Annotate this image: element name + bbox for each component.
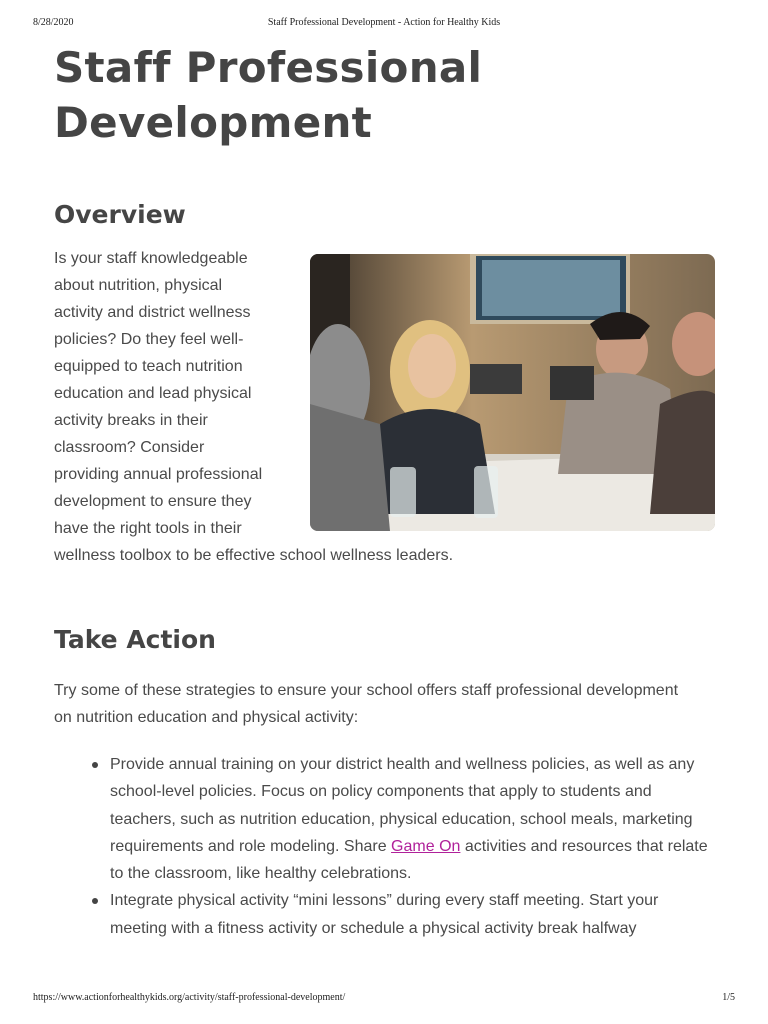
overview-line: about nutrition, physical <box>54 277 223 294</box>
take-action-heading: Take Action <box>54 625 216 654</box>
list-item: Integrate physical activity “mini lessons” during every staff meeting. Start your meeting with a fitness activity or schedule a physical activity break halfway <box>110 887 716 942</box>
overview-line: wellness toolbox to be effective school wellness leaders. <box>54 547 454 564</box>
overview-heading: Overview <box>54 200 186 229</box>
print-date: 8/28/2020 <box>33 17 74 28</box>
overview-line: activity and district wellness <box>54 304 251 321</box>
overview-paragraph <box>54 245 654 569</box>
overview-line: equipped to teach nutrition <box>54 358 243 375</box>
print-page-number: 1/5 <box>722 992 735 1003</box>
print-page-title: Staff Professional Development - Action for Healthy Kids <box>267 17 501 28</box>
overview-line: providing annual professional <box>54 466 263 483</box>
list-item: Provide annual training on your district health and wellness policies, as well as any school-level policies. Focus on policy components that apply to students and teachers, such as nutrition education, physical education, school meals, marketing requirements and role modeling. Share Game On activities and resources that relate to the classroom, like healthy celebrations. <box>110 751 716 887</box>
overview-line: activity breaks in their <box>54 412 208 429</box>
overview-line: Is your staff knowledgeable <box>54 250 248 267</box>
page-title: Staff Professional Development <box>54 43 483 147</box>
article <box>54 40 716 937</box>
game-on-link[interactable]: Game On <box>391 837 461 855</box>
overview-line: education and lead physical <box>54 385 252 402</box>
take-action-intro: Try some of these strategies to ensure your school offers staff professional development on nutrition education and physical activity: <box>54 682 679 726</box>
overview-line: have the right tools in their <box>54 520 242 537</box>
overview-line: classroom? Consider <box>54 439 205 456</box>
strategy-list <box>54 751 716 942</box>
print-url: https://www.actionforhealthykids.org/activity/staff-professional-development/ <box>33 992 346 1003</box>
overview-line: policies? Do they feel well- <box>54 331 244 348</box>
overview-line: development to ensure they <box>54 493 252 510</box>
